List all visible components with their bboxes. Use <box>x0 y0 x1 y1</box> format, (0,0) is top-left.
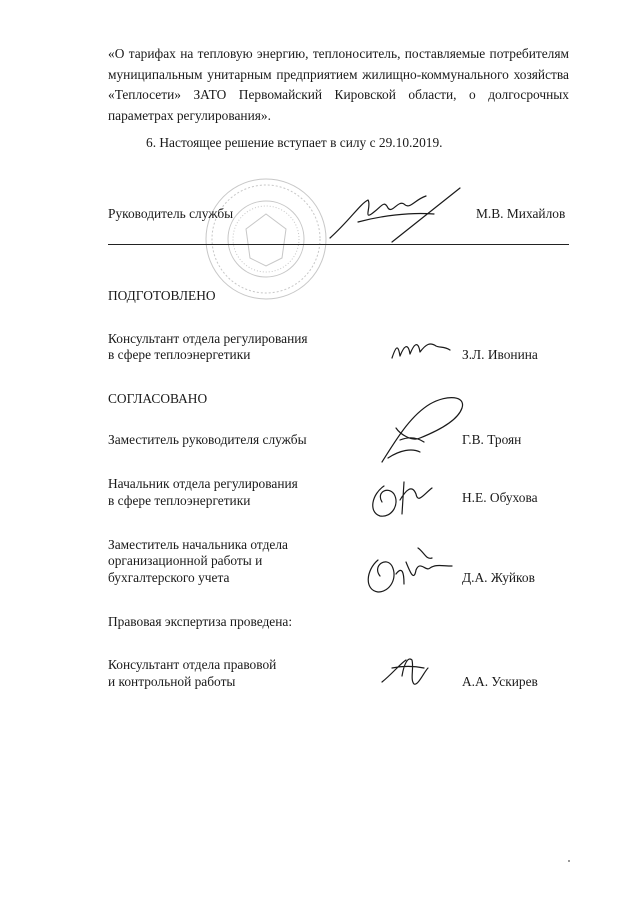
obukhova-position-line1: Начальник отдела регулирования <box>108 476 298 491</box>
head-name: М.В. Михайлов <box>476 206 566 221</box>
uskirev-position-line1: Консультант отдела правовой <box>108 657 277 672</box>
agreed-heading: СОГЛАСОВАНО <box>108 391 208 406</box>
ivonina-position-line1: Консультант отдела регулирования <box>108 331 308 346</box>
obukhova-name: Н.Е. Обухова <box>462 490 538 505</box>
zhuikov-position-line2: организационной работы и <box>108 553 263 568</box>
troyan-name: Г.В. Троян <box>462 432 522 447</box>
zhuikov-position-line3: бухгалтерского учета <box>108 570 230 585</box>
scan-speck <box>568 860 570 862</box>
ivonina-name: З.Л. Ивонина <box>462 347 538 362</box>
signature-mikhailov <box>330 188 460 242</box>
legal-heading: Правовая экспертиза проведена: <box>108 614 293 629</box>
intro-paragraph: «О тарифах на тепловую энергию, теплоноситель, поставляемые потребителям муниципальным унитарным предприятием жилищно-коммунального хозяйства «Теплосети» ЗАТО Первомайский Кировской области, о долгосрочных параметрах регулирования». <box>108 46 569 123</box>
ivonina-position-line2: в сфере теплоэнергетики <box>108 347 251 362</box>
signature-troyan <box>382 398 463 462</box>
troyan-position: Заместитель руководителя службы <box>108 432 307 447</box>
head-title: Руководитель службы <box>108 206 234 221</box>
zhuikov-name: Д.А. Жуйков <box>462 570 535 585</box>
prepared-heading: ПОДГОТОВЛЕНО <box>108 288 216 303</box>
signature-ivonina <box>392 344 450 358</box>
signature-obukhova <box>373 482 432 516</box>
item-6-paragraph: 6. Настоящее решение вступает в силу с 29.10.2019. <box>146 135 443 150</box>
signature-zhuikov <box>368 548 452 592</box>
uskirev-position-line2: и контрольной работы <box>108 674 236 689</box>
zhuikov-position-line1: Заместитель начальника отдела <box>108 537 288 552</box>
uskirev-name: А.А. Ускирев <box>462 674 538 689</box>
signature-uskirev <box>382 659 428 684</box>
obukhova-position-line2: в сфере теплоэнергетики <box>108 493 251 508</box>
